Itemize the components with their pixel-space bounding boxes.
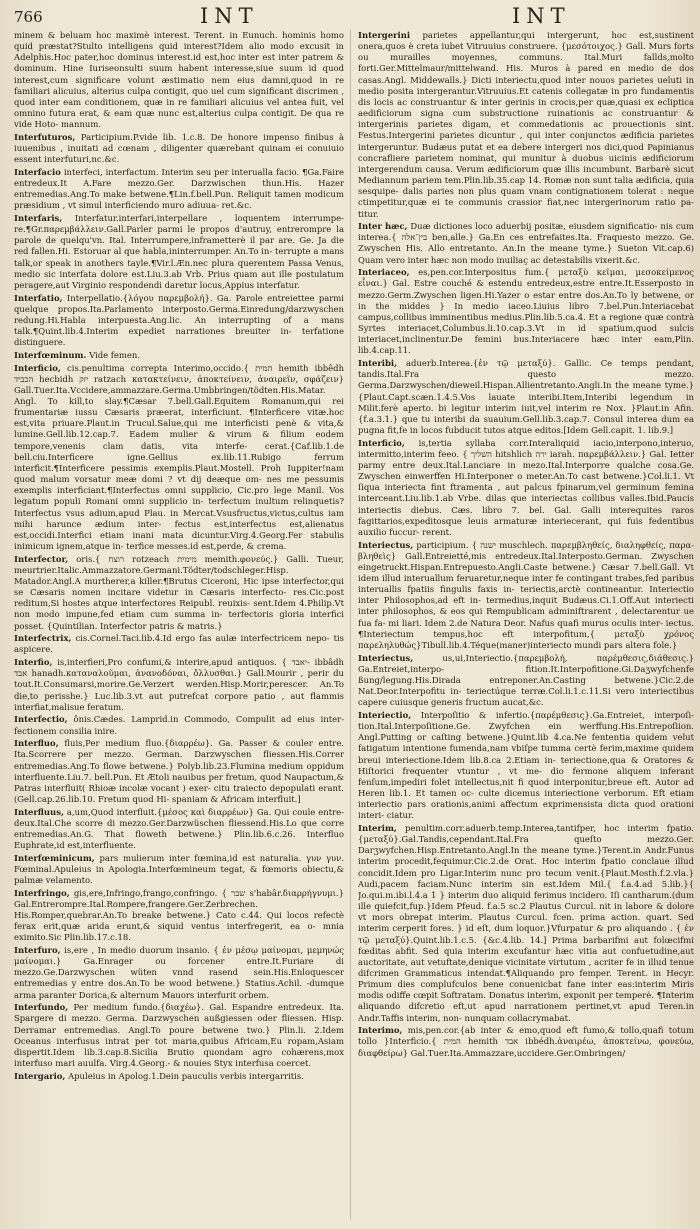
entry-text: Participium.P.vide lib. 1.c.8. De honore impenso finibus à iuuenibus , inuitati ad cœnam , diligenter quærebant quinam ei conuiuio essent interfuturi,nc.&c. [14, 131, 344, 165]
entry-text: is,ere , In medio duorum insanio. { ἐν μέσῳ μαίνομαι, μεμηνώς μαίνομαι.} Ga.Enrager ou forcener entre.It.Furiare di mezzo.Ge.Darzwyschen wüten vnnd rasend sein.His.Enloquescer entremedias y entre dos.An.To be wood betwene.} Statius.Achil. -dumque arma paranter Dorica,& alternum Mauors interfurit orbem. [14, 945, 344, 1000]
entry-headword: Interibi, [358, 358, 398, 369]
entry-text: ônis.Cædes. Lamprid.in Commodo, Compulit ad eius inter- fectionem consilia inire. [14, 714, 344, 736]
entry-text: oris.{ רוצח rotzeach מימית memith.φονεύς.} Galli. Tueur, meurtrier.Italic.Ammazzatore.Germani.Tödter/todschleger.Hisp. Matador.Angl.A murtherer,a killer.¶Brutus Ciceroni, Hic ipse interfector,qui se Cæsaris nomen incitare videtur in Cæsaris interfecto- res.Cic.post reditum,Si hostes atque interfectores Reipubl. reuixis- sent.Idem 4.Philip.Vt non modo impune,fed etiam cum summa in- terfectoris gloria interfici posset. {Quintilian. Interfector patris & matris.} [14, 553, 344, 631]
entry-text: parietes appellantur,qui intergerunt, hoc est,sustinent onera,quos è creta iubet Vitruuius construere. {μεσότοιχος.} Gall. Murs forts ou murailles moyennes, communs. Ital.Muri fallds,molto forti.Ger.Mittelmaur/mittelwand. His. Muros à pared en medio de dos casas.Angl. Middewalls.} Dicti interiectu,quod inter nouos parietes ueluti in medio posita intergerantur.Vitruuius.Et catenis collegatæ in pro fundamentis dis locis ac construantur & inter gerinis in crocis,per quæ,quasi ex ecliptica aedificiorum signa cum substructione ruinationis ac construantur & intergerinis parietes digam, et commedationis ac prouectionis sint. Festus.Intergerini parietes dicuntur , qui inter conjunctos ædificia parietes intergeruntur. Budæus putat et ea debere intergeri nos dici,quod Papinianus concrafliere parietem nominat, qui munitur à duobus uicinis ædificiorum intergerendum causa. Verum ædificiorum quæ illis incumbunt. Barbarè sicut Mediannum pariem tem.Plin.lib.35.cap 14. Romæ non sunt talia ædificia, quia sesquipe- dalis paries non plus quam vnam contignationem tolerat : neque ctimpetitur,quæ ei te communis crassior fiat,nec intergerinorum ratio pa- titur. [358, 30, 694, 219]
dictionary-entry [14, 554, 344, 632]
entry-text: pars mulierum inter fœmina,id est naturalia. γυν γυν. Fœminal.Apuleius in Apologia.Interfœmineum tegat, & fœmoris obiectu,& palmæ velamento. [14, 852, 344, 886]
dictionary-entry [14, 633, 344, 655]
entry-headword: Interfœminicum, [14, 852, 95, 863]
running-head-right: INT [512, 4, 571, 28]
entry-text: aduerb.Interea.{ἐν τῷ μεταξύ}. Gallic. Ce temps pendant, tandis.Ital.Fra questo mezzo. Germa.Darzwyschen/dieweil.Hispan.Allientretanto.Angli.In the meane tyme.} {Plaut.Capt.scæn.1.4.5.Vos lauate interibi.Item,Interibi legendum in Milit.ferè aperto. bi legitur interim iuit,vel interim re Nox. }Plaut.in Afin.{f.a.3.1.} que tu interibi da suauium.Gell.lib.3.cap.7. Consul interea dum ea pugna fit,fe in locos fubducit tutos atque editos.[Idem Gell.capit. 1. lib.9.] [358, 358, 694, 435]
entry-text: cis.Cornel.Taci.lib.4.Id ergo fas aulæ interfectricem nepo- tis aspicere. [14, 633, 344, 655]
dictionary-entry [358, 540, 694, 652]
entry-headword: Interfuturos, [14, 131, 76, 142]
entry-headword: Interfacio [14, 166, 61, 177]
dictionary-entry [358, 30, 694, 220]
dictionary-entry [14, 888, 344, 944]
dictionary-entry [14, 945, 344, 1001]
entry-headword: Interficio, [14, 362, 61, 373]
entry-text: Interpoſitio & infertio.{παρέμθεσις}.Ga.Entreiet, interpoſi- tion.Ital.Interpoſitione.Ge. Zwyfchen ein werffung.His.Entrepoſiion. Angl.Putting or caſting betwene.}Quint.lib 4.ca.Ne fententia quidem velut fatigatum intentione fumenda,nam vbiſpe tumma certè ferim,maxime quidem breui interiectione.Idem lib.8.ca 2.Etiam in- teriectione,qua & Oratores & Hiſtorici frequenter vtuntur , vt me- dio fermone aliquem inferant fenſum,impediri folet intellectus,nit fi quod interponitur,breue eft. Autor ad Heren lib.1. Et tamen oc- culte dicemus interiectione verborum. Eft etiam interiectio pars orationis,animi affectum exprimensista dicta quod orationi interi- ciatur. [358, 709, 694, 821]
entry-headword: Interiaceo, [358, 267, 410, 278]
dictionary-entry [358, 823, 694, 1024]
entry-headword: Interfuro, [14, 945, 61, 955]
dictionary-entry [358, 221, 694, 266]
entry-headword: Interfectio, [14, 714, 68, 725]
entry-headword: Inter hæc, [358, 221, 408, 232]
dictionary-entry [358, 358, 694, 436]
dictionary-entry [358, 1025, 694, 1058]
dictionary-entry [14, 132, 344, 165]
dictionary-entry [358, 710, 694, 822]
page-header [0, 0, 700, 30]
running-head-left: INT [200, 4, 259, 28]
entry-text: participium. { ישנה muschlech. παρεμβληθείς, διαληφθείς, παρα- βληθεὶς} Gall.Entreietté,mis entredeux.Ital.Interposto.German. Zwyschen eingetruckt.Hispan.Entrepuesto.Angli.Caste betwene.} Cæsar 7.bell.Gall. Vt idem illud interuallum feruaretur,neque inter fe contingant trabes,fed paribus interuallis fpatiis fingulis faxis in- teriectis,arctè contineantur. Interiectio inter Philosophos,ad eft in- termedius,inquit Budæus.Ci.1.Off.Aut interiecti inter philosophos, & eos qui Rempublicam adminiftrarent , delectarentur ue fua fa- mi liari. Idem 2.de Natura Deor. Nafus quafi murus oculis inter- iectus. ¶Interiectum tempus,hoc eft interpofitum,{ μεταξὺ χρόνος παρεληλυθώς}Tibull.lib.4.Téque(maner)interiecto mundi pars altera fole.} [358, 539, 694, 650]
entry-text: is,tertia syllaba corr.Interaliquid iacio,interpono,interuo, intermitto,interim feeo. { השליך hitshlich ירה iarah. παρεμβάλλειν.} Gal. Ietter parmy entre deux.Ital.Lanciare in mezo.Ital.Interporre qualche cosa.Ge. Zwyschen einwerffen Hi.Interponer o meter.An.To cast betwene.}Col.li.1. Vt ſiqua interiecta fint ftramenta , aut palcus fpinarum,vel germinum femina interceant.Liu.lib.1.ab Vrbe. dilas que interiectas collibus valles.Ibid.Paucis interiectis diebus. Cæs. libro 7. bel. Gal. Galli interequites raros fagittarios,expeditosque leuis armaturæ interiecerant, qui fuis fedentibus auxilio fuccur- rerent. [358, 437, 694, 537]
dictionary-entry [14, 1071, 344, 1082]
dictionary-entry [14, 167, 344, 212]
entry-text: Duæ dictiones loco aduerbij positæ, eiusdem significatio- nis cum interea.{ בין־אלה ben,alle.} Ga.En ces entrefaites.Ita. Fraquesto mezzo. Ge. Zwyschen His. Allo entretanto. An.In the meane tyme.} Sueton Vit.cap.6) Quam vero inter hæc non modo inuiliaç ac detestabilis vixerit.&c. [358, 221, 694, 265]
dictionary-entry [14, 738, 344, 805]
entry-text: mis,pen.cor.{ab inter & emo,quod eft fumo,& tollo,quafi totum tollo }Interficio.{ המית hemith אבד ibbédh.ἀναιρέω, ἀποκτείνω, φονεύω, διαφθείρω} Gal.Tuer.Ita.Ammazzare,uccidere.Ger.Ombringen/ [358, 1025, 694, 1058]
entry-headword: Interfaris, [14, 213, 63, 223]
entry-text: minem & beluam hoc maximè interest. Terent. in Eunuch. hominis homo quid præstat?Stulto intelligens quid interest?Idem alio modo excusit in Adelphis.Hoc pater,hoc dominus interest.id est,hoc inter est inter patrem & dominum. Hine Iuriseonsulti suum habent interesse,siue suum id quod interest,cum significare volunt æstimatio nem eius damni,quod in re familiari alicuius, alterius culpa contigit, quo uel cum significant discrimen , quod inter eam conditionem, quæ in re familiari alicuius vel antea fuit, vel omnino futura erat, & eam quæ nunc est,alterius culpa contigit. De qua re vide Hoto- mannum. [14, 30, 344, 130]
dictionary-entry [14, 350, 344, 361]
dictionary-entry [358, 267, 694, 356]
entry-headword: Intergario, [14, 1070, 66, 1081]
entry-headword: Interfio, [14, 657, 53, 668]
entry-headword: Interfringo, [14, 887, 70, 898]
entry-headword: Interiectus, [358, 539, 414, 550]
entry-headword: Interfectrix, [14, 633, 72, 644]
dictionary-entry [14, 714, 344, 736]
entry-headword: Interimo, [358, 1025, 403, 1036]
entry-text: interfeci, interfactum. Interim seu per interualla facio. ¶Ga.Faire entredeux.It A.Fare mezzo.Ger. Darzwischen thun.His. Hazer entremedias.Ang.To make betwene.¶Lin.f.bell.Pun. Reliquit tamen modicum præsidium , vt simul interficiendo muro adiuua- ret.&c. [14, 166, 344, 211]
entry-headword: Interfatio, [14, 292, 63, 303]
entry-headword: Interfector, [14, 553, 69, 564]
entry-text: gis,ere,Infringo,frango,confringo. { שבר s'habâr.διαρρήγνυμι.} Gal.Entrerompre.Ital.Rompere,frangere.Ger.Zerbrechen. His.Romper,quebrar.An.To breake betwene.} Cato c.44. Qui locos refectè ferax erit,quæ arida erunt,& siquid ventus interfregerit, ea o- mnia eximito.Sic Plin.lib.17.c.18. [14, 887, 344, 943]
entry-headword: Interiectus, [358, 652, 414, 663]
entry-text: penultim.corr.aduerb.temp.Interea,tantifper, hoc interim fpatio.{μεταξύ}.Gal.Tandis,cependant.Ital.Fra queſto mezzo.Ger. Darʒwyfchen.Hisp.Entretanto.Angl.In the meane tyme.}Terent.in Andr.Funus interim procedit,fequimur.Cic.2.de Orat. Hoc interim fpatio conclaue illud concidit.Idem pro Ligar.Interim nunc pro tecum venit.{Plaut.Mosth.f.2.vla.} Audi,pacem faciam.Nunc interim sin est.Idem Mil.{ f.a.4.ad 5.lib.}{ Jo.qui.m.ibi.l.4.a 1 } interim duo aliquid ferimus incidero. Iſi cantharum.(dum ille quiefcit,fup.}Idem Pfeud. f.a.5 sc.2 Plautus Curcul. nit in labore & dolore vt mors obrepat interim. Plautus Curcul. fcen. prima action. quart. Sed interim cerperit fores. } id eſt, dum loquor.}Vfurpatur & pro aliquando . { ἐν τῷ μεταξύ}.Quint.lib.1.c.5. {&c.4.lib. 14.] Prima barbarifmi aut folœcifmi fœditas abfit. Sed quia interim excufantur hæc vitia aut confuetudine,aut auctoritate, aut vetuftate,denique vicinitate virtutum , acriter fe in illud tenue difcrimen Grammaticus intendat.¶Aliquando pro femper. Terent. in Hecyr. Primum dies complufculos bene conuenicbat fane inter eas:interim Miris modis odiffe cœpit Softratam. Donatus interim, exponit per temperė. ¶Interim aliquando difcretio eft,ut apud narrationem pertinet,vt apud Teren.in Andr.Taffis interim, non- nunquam collacrymabat. [358, 822, 694, 1023]
entry-text: is,interfieri,Pro confumi,& interire,apud antiquos. { יאבד- ibbâdh אבד hanadh.καταναλοῦμαι, ἀνανοδόναι, ὄλλυσθαι.} Gall.Mourir , perir du tout.It.Consumarsi,morire.Ge.Verzert werden.Hisp.Morir,perescer. An.To die,to perisshe.} Luc.lib.3.vt aut putrefcat corpore patio , aut flammis interfiat,malisue feratum. [14, 657, 344, 712]
entry-headword: Interiectio, [358, 709, 412, 720]
entry-text: cis.penultima correpta Interimo,occido.{ המית hemith ibbêdh הכביד hecbidh יזק ratzach κατακτείνειν, ἀποκτείνειν, ἀναιρεῖν, σφάζειν} Gall.Tuer.Ita.Vccidere,ammazzare.Germa.Umbbringen/tödten.His.Matar. Angl. To kill,to slay.¶Cæsar 7.bell.Gall.Equitem Romanum,qui rei frumentariæ iussu Cæsaris præerat, interficiunt. ¶Interficere vitæ.hoc est,vita priuare.Plaut.in Trucul.Salue,qui me interficisti penè & vita,& lumine.Gell.lib.12.cap.7. Eadem mulier & virum & filium eodem tempore,venenis clam datis, vita interfe- cerat.{Caf.lib.1.de bell.ciu.Interficere igne.Gellius ex.lib.11.Rubigo ferrum interficit.¶Interficere pessimis exemplis.Plaut.Mostell. Proh Iuppiter!nam quod malum vorsatur meæ domi ? vt dij deæque om- nes me pessumis exemplis interficiant.¶Interfectus omni supplicio, Cic.pro lege Manil. Vos legatum populi Romani omni supplicio in- terfectum inultum relinquetis?Interfectus vsus adium,apud Plau. in Mercat.Vsusfructus,victus,cultus iam mihi harunce ædium inter- fectus est,interfectus est,alienatus est,occidi.Interfici etiam inani mata dicuntur.Virg.4.Georg.Fer stabulis inimicum ignem,atque in- terfice messes.id est,perde, & crema. [14, 362, 344, 552]
page-number: 766 [14, 8, 43, 26]
dictionary-entry [14, 213, 344, 291]
entry-text: es,pen.cor.Interpositus fum.{ μεταξὺ κεῖμαι, μεσοκείμενος εἶναι.} Gal. Estre couché & estendu entredeux,estre entre.It.Esserposto in mezzo.Germ.Zwyschen ligen.Hi.Yazer o estar entre dos.An.To ly betwene, or in the middes } In medio iaceo.Liuius libro 7.bel.Pun.Interiacebat campus,collibus imminentibus medius.Plin.lib.5.ca.4. Et a regione quæ contrà Syrtes interiacet,Columbus.li.10.cap.3.Vt in id spatium,quod sulcis interiacet,inclinentur.De femini bus.Interiacere hæc inter eam,Plin. lib.4.cap.11. [358, 267, 694, 356]
entry-headword: Interim, [358, 822, 397, 833]
entry-text: Per medium fundo.{διαχέω}. Gal. Espandre entredeux. Ita. Spargere di mezzo. Germa. Darzwyschen außgiessen oder fliessen. Hisp. Derramar entremedias. Angl.To poure betwene two.} Plin.li. 2.Idem Oceanus interfusus intrat per tot maria,quibus Africam,Eu ropam,Asiam dispertit.Idem lib.3.cap.8.Sicilia Brutio quondam agro cohærens,mox interfuso mari auulfa. Virg.4.Georg.- & nouies Styx interfusa coercet. [14, 1002, 344, 1069]
dictionary-entry [14, 30, 344, 130]
dictionary-entry [14, 853, 344, 886]
entry-text: a,um,Quod interfluit.{μέσος καὶ διαρρέων} Ga. Qui coule entre- deux.Ital.Che scorre di mezzo.Ger.Darzwüschen fliessend.His.Lo que corre entremedias.An.G. That floweth betwene.} Plin.lib.6.c.26. Interfluo Euphrate,id est,interfluente. [14, 806, 344, 851]
left-column [14, 30, 344, 1222]
entry-text: Apuleius in Apolog.1.Dein pauculis verbis intergarritis. [68, 1070, 304, 1081]
entry-text: fluis,Per medium fluo.{διαρρέω}. Ga. Passer & couler entre. Ita.Scorrere per mezzo. German. Darzwyschen fliessen.His.Correr entremedias.Ang.To flowe betwene.} Polyb.lib.23.Flumina medium oppidum interfluente.Liu.7. bell.Pun. Et Ætoli nauibus per fretum, quod Naupactum,& Patras interfluit( Rhioæ incolæ vocant ) exer- citu traiecto depopulati erant.(Gell.cap.26.lib.10. Fretum quod Hi- spaniam & Africam interfluit.] [14, 738, 344, 804]
dictionary-entry [14, 363, 344, 553]
dictionary-entry [14, 1002, 344, 1069]
dictionary-entry [358, 653, 694, 709]
right-column [358, 30, 694, 1222]
entry-text: Interfatur.interfari,interpellare , loquentem interrumpe- re.¶Gr.παρεμβάλλειν.Gall.Parler parmi le propos d'autruy, entrerompre la parole de quelqu'vn. Ital. Interrumpere,inframetterè il par are. Ge. Ja die red fallen.Hi. Estoruar al que habla,ininterrumper. An.To in- terrupte a mans talk,or speak in anothers tayle.¶Vir.l.Æn.nec plura querentem Passa Venus, medio sic interfata dolore est.Liu.3.ab Vrb. Prius quam aut ille postulatum peragere,aut Virginio respondendi daretur locus,Appius interfatur. [14, 213, 344, 290]
dictionary-entry [14, 657, 344, 713]
entry-text: Vide femen. [89, 349, 141, 360]
entry-headword: Interfluus, [14, 806, 64, 817]
column-divider [350, 30, 351, 1220]
dictionary-entry [14, 293, 344, 349]
dictionary-entry [358, 438, 694, 538]
entry-text: us,ui,Interiectio.{παρεμβολή, παρέμθεσις,διάθεσις.} Ga.Entreiet,interpo- fition.It.Interpofitione.Gi.Daʒwyfchenfe ßung/legung.His.Dirada entreponer.An.Casting betwene.}Cic.2.de Nat.Deor.Interpofitu in- teriectúque terræ.Col.li.1.c.11.Si vero interiectibus capere cuiusque generis fructum aucat,&c. [358, 652, 694, 708]
entry-headword: Intergerini [358, 30, 411, 40]
entry-headword: Interfluo, [14, 738, 59, 749]
entry-headword: Interficio, [358, 437, 405, 448]
entry-text: Interpellatio.{λόγου παρεμβολή}. Ga. Parole entreiettee parmi quelque propos.Ita.Parlamento interposto.Germa.Einredung/darzwyschen redung.Hi.Habla interpuesta.Ang.lic. An interrupting of a mans talk.¶Quint.lib.4.Interim expediet narrationes breuiter in- terfatione distinguere. [14, 292, 344, 348]
dictionary-entry [14, 807, 344, 852]
entry-headword: Interfœminum. [14, 349, 87, 360]
entry-headword: Interfundo, [14, 1002, 69, 1013]
